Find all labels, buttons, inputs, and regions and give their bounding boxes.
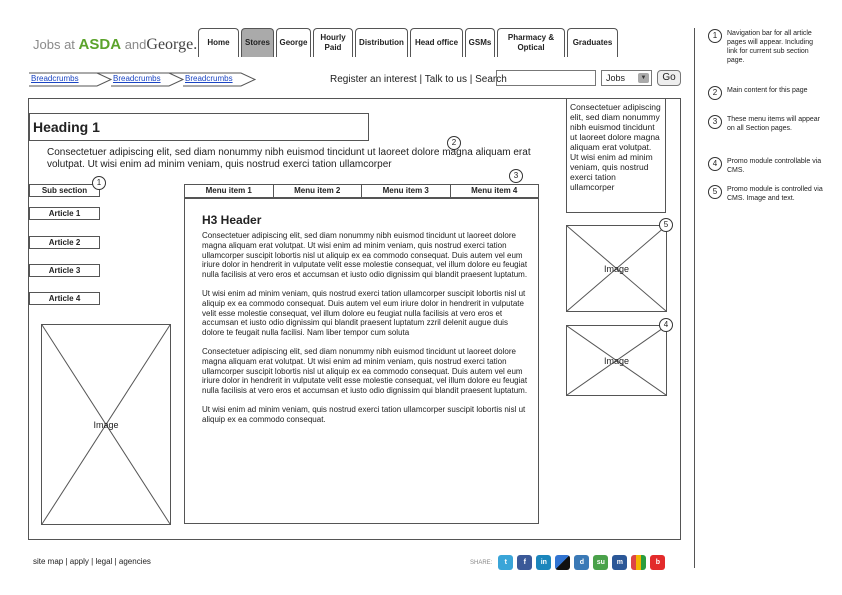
go-button[interactable]: Go <box>657 70 681 86</box>
breadcrumb-link-1[interactable]: Breadcrumbs <box>31 74 79 83</box>
breadcrumb-link-2[interactable]: Breadcrumbs <box>113 74 161 83</box>
note-number: 4 <box>708 157 722 171</box>
annotation-note-2 <box>708 86 823 100</box>
apply-link[interactable]: apply <box>69 557 89 566</box>
marker-4: 4 <box>659 318 673 332</box>
utility-links <box>330 74 507 85</box>
separator: | <box>419 74 423 85</box>
main-nav <box>198 28 620 57</box>
menu-item-3[interactable]: Menu item 3 <box>362 185 451 197</box>
search-category-select[interactable] <box>601 70 652 86</box>
separator: | <box>65 557 68 566</box>
legal-link[interactable]: legal <box>95 557 113 566</box>
note-text: Promo module is controlled via CMS. Image and text. <box>727 186 823 202</box>
note-number: 3 <box>708 115 722 129</box>
promo-image-2[interactable] <box>566 325 667 396</box>
stumbleupon-icon[interactable]: su <box>593 555 608 570</box>
nav-distribution[interactable]: Distribution <box>355 28 408 57</box>
separator: | <box>114 557 117 566</box>
linkedin-icon[interactable]: in <box>536 555 551 570</box>
search-category-value: Jobs <box>606 73 626 83</box>
digg-icon[interactable]: d <box>574 555 589 570</box>
marker-2: 2 <box>447 136 461 150</box>
note-number: 1 <box>708 29 722 43</box>
nav-graduates[interactable]: Graduates <box>567 28 618 57</box>
menu-item-4[interactable]: Menu item 4 <box>471 186 518 195</box>
nav-home[interactable]: Home <box>198 28 239 57</box>
nav-george[interactable]: George <box>276 28 311 57</box>
article-1-link[interactable]: Article 1 <box>29 207 100 220</box>
bebo-icon[interactable]: b <box>650 555 665 570</box>
marker-5: 5 <box>659 218 673 232</box>
separator: | <box>469 74 473 85</box>
annotation-note-1 <box>708 29 823 65</box>
nav-stores[interactable]: Stores <box>241 28 274 57</box>
article-4-link[interactable]: Article 4 <box>29 292 100 305</box>
talk-to-us-link[interactable]: Talk to us <box>424 74 467 85</box>
note-text: These menu items will appear on all Section pages. <box>727 116 820 132</box>
separator: | <box>91 557 94 566</box>
annotation-note-3 <box>708 115 823 133</box>
logo-joiner: and <box>124 37 147 52</box>
breadcrumb <box>29 72 257 87</box>
marker-1: 1 <box>92 176 106 190</box>
content-paragraph-1: Consectetuer adipiscing elit, sed diam nonummy nibh euismod tincidunt ut laoreet dolore magna aliquam erat volutpat. Ut wisi enim ad minim veniam, quis nostrud exerci tation ullamcorper suscipit lobortis nisl ut aliquip ex ea commodo consequat. Duis autem vel eum iriure dolor in hendrerit in vulputate velit esse molestie consequat, vel illum dolore eu feugiat nulla facilisis at vero eros et accumsan et iusto odio dignissim qui blandit praesent luptatum. <box>202 231 528 280</box>
intro-text: Consectetuer adipiscing elit, sed diam nonummy nibh euismod tincidunt ut laoreet dolore magna aliquam erat volutpat. Ut wisi enim ad minim veniam, quis nostrud exerci tation ullamcorper <box>47 147 531 170</box>
logo-prefix: Jobs at <box>33 37 75 52</box>
nav-pharmacy-optical[interactable]: Pharmacy & Optical <box>497 28 565 57</box>
content-heading: H3 Header <box>202 213 262 227</box>
image-label: Image <box>93 419 119 430</box>
section-menu <box>184 184 539 198</box>
share-bar <box>470 555 669 570</box>
google-icon[interactable] <box>631 555 646 570</box>
facebook-icon[interactable]: f <box>517 555 532 570</box>
search-label: Search <box>475 74 507 85</box>
main-content <box>184 198 539 524</box>
left-image-placeholder <box>41 324 171 525</box>
footer-links <box>33 557 151 566</box>
promo-text: Consectetuer adipiscing elit, sed diam nonummy nibh euismod tincidunt ut laoreet dolore magna aliquam erat volutpat. Ut wisi enim ad minim veniam, quis nostrud exerci tation ullamcorper <box>566 99 666 213</box>
content-paragraph-4: Ut wisi enim ad minim veniam, quis nostrud exerci tation ullamcorper suscipit lobortis nisl ut aliquip ex ea commodo consequat. <box>202 404 526 424</box>
delicious-icon[interactable] <box>555 555 570 570</box>
twitter-icon[interactable]: t <box>498 555 513 570</box>
note-text: Promo module controllable via CMS. <box>727 158 822 174</box>
content-paragraph-3: Consectetuer adipiscing elit, sed diam nonummy nibh euismod tincidunt ut laoreet dolore magna aliquam erat volutpat. Ut wisi enim ad minim veniam, quis nostrud exerci tation ullamcorper suscipit lobortis nisl ut aliquip ex ea commodo consequat. Duis autem vel eum iriure dolor in hendrerit in vulputate velit esse molestie consequat, vel illum dolore eu feugiat nulla facilisis at vero eros et accumsan et iusto odio dignissim qui blandit praesent luptatum. <box>202 346 528 396</box>
content-paragraph-2: Ut wisi enim ad minim veniam, quis nostrud exerci tation ullamcorper suscipit lobortis nisl ut aliquip ex ea commodo consequat. Duis autem vel eum iriure dolor in hendrerit in vulputate velit esse molestie consequat, vel illum dolore eu feugiat nulla facilisis at vero eros et accumsan et iusto odio dignissim qui blandit praesent luptatum zzril delenit augue duis dolore te feugait nulla facilisi. Nam liber tempor cum soluta <box>202 288 526 338</box>
nav-head-office[interactable]: Head office <box>410 28 463 57</box>
article-3-link[interactable]: Article 3 <box>29 264 100 277</box>
note-number: 2 <box>708 86 722 100</box>
annotation-divider <box>694 28 695 568</box>
image-label: Image <box>603 263 629 274</box>
annotation-note-4 <box>708 157 823 175</box>
annotation-note-5 <box>708 185 823 203</box>
myspace-icon[interactable]: m <box>612 555 627 570</box>
share-label: SHARE: <box>470 559 493 566</box>
nav-gsms[interactable]: GSMs <box>465 28 495 57</box>
logo-george: George. <box>146 36 198 53</box>
menu-item-2[interactable]: Menu item 2 <box>274 185 363 197</box>
site-map-link[interactable]: site map <box>33 557 64 566</box>
sub-section-link[interactable]: Sub section <box>29 184 100 197</box>
nav-hourly-paid[interactable]: Hourly Paid <box>313 28 353 57</box>
page-title: Heading 1 <box>29 113 369 141</box>
note-text: Navigation bar for all article pages will appear. Including link for current sub section page. <box>727 30 814 64</box>
image-label: Image <box>603 355 629 366</box>
agencies-link[interactable]: agencies <box>118 557 151 566</box>
breadcrumb-link-3[interactable]: Breadcrumbs <box>185 74 233 83</box>
note-number: 5 <box>708 185 722 199</box>
chevron-down-icon[interactable]: ▼ <box>638 73 649 83</box>
logo-asda: ASDA <box>78 36 122 53</box>
menu-item-1[interactable]: Menu item 1 <box>185 185 274 197</box>
logo[interactable] <box>33 36 197 54</box>
marker-3: 3 <box>509 169 523 183</box>
note-text: Main content for this page <box>727 87 808 94</box>
promo-image-1[interactable] <box>566 225 667 312</box>
register-interest-link[interactable]: Register an interest <box>330 74 417 85</box>
article-2-link[interactable]: Article 2 <box>29 236 100 249</box>
search-input[interactable] <box>496 70 596 86</box>
